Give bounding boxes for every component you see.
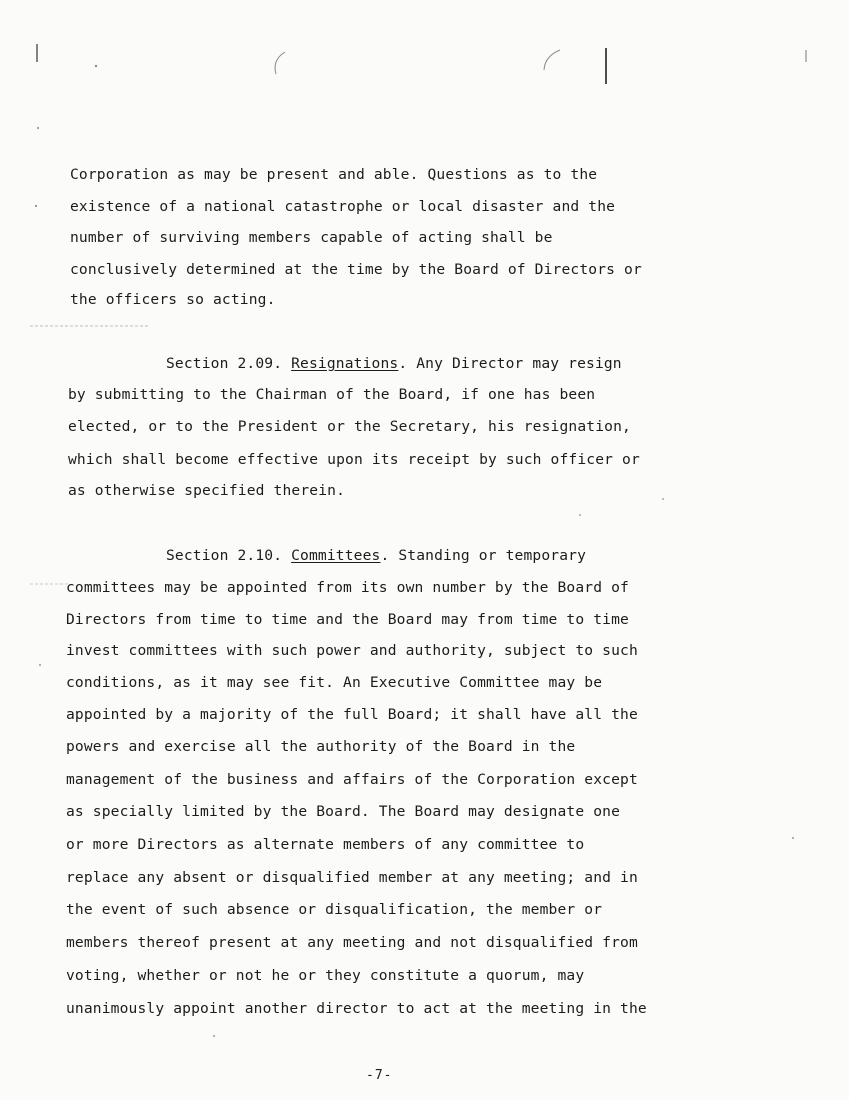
section-heading-rest: . Standing or temporary bbox=[380, 547, 587, 564]
paragraph-line: elected, or to the President or the Secretary, his resignation, bbox=[68, 418, 631, 435]
paragraph-line: management of the business and affairs of the Corporation except bbox=[66, 771, 638, 788]
paragraph-line: unanimously appoint another director to act at the meeting in the bbox=[66, 1000, 647, 1017]
page-number: -7- bbox=[366, 1068, 393, 1083]
paragraph-line: the event of such absence or disqualification, the member or bbox=[66, 901, 603, 918]
section-number: Section 2.09. bbox=[166, 355, 283, 372]
paragraph-line: Directors from time to time and the Board may from time to time bbox=[66, 611, 629, 628]
paragraph-line: conditions, as it may see fit. An Executive Committee may be bbox=[66, 674, 603, 691]
section-title: Resignations bbox=[291, 355, 399, 372]
paragraph-line: by submitting to the Chairman of the Board, if one has been bbox=[68, 386, 596, 403]
paragraph-line: invest committees with such power and authority, subject to such bbox=[66, 642, 638, 659]
paragraph-line: powers and exercise all the authority of the Board in the bbox=[66, 738, 576, 755]
paragraph-line: members thereof present at any meeting and not disqualified from bbox=[66, 934, 638, 951]
paragraph-line: existence of a national catastrophe or local disaster and the bbox=[70, 198, 616, 215]
paragraph-line: voting, whether or not he or they constitute a quorum, may bbox=[66, 967, 585, 984]
paragraph-line: committees may be appointed from its own number by the Board of bbox=[66, 579, 629, 596]
section-title: Committees bbox=[291, 547, 381, 564]
section-heading-rest: . Any Director may resign bbox=[398, 355, 622, 372]
paragraph-line: number of surviving members capable of acting shall be bbox=[70, 229, 553, 246]
paragraph-line: the officers so acting. bbox=[70, 291, 276, 308]
paragraph-line: as specially limited by the Board. The Board may designate one bbox=[66, 803, 621, 820]
section-2-09-heading-line bbox=[166, 355, 622, 373]
paragraph-line: or more Directors as alternate members of any committee to bbox=[66, 836, 585, 853]
section-2-10-heading-line bbox=[166, 547, 586, 565]
paragraph-line: appointed by a majority of the full Board; it shall have all the bbox=[66, 706, 638, 723]
paragraph-line: replace any absent or disqualified member at any meeting; and in bbox=[66, 869, 638, 886]
paragraph-line: Corporation as may be present and able. Questions as to the bbox=[70, 166, 598, 183]
paragraph-line: conclusively determined at the time by the Board of Directors or bbox=[70, 261, 642, 278]
paragraph-line: which shall become effective upon its receipt by such officer or bbox=[68, 451, 640, 468]
section-number: Section 2.10. bbox=[166, 547, 283, 564]
paragraph-line: as otherwise specified therein. bbox=[68, 482, 346, 499]
